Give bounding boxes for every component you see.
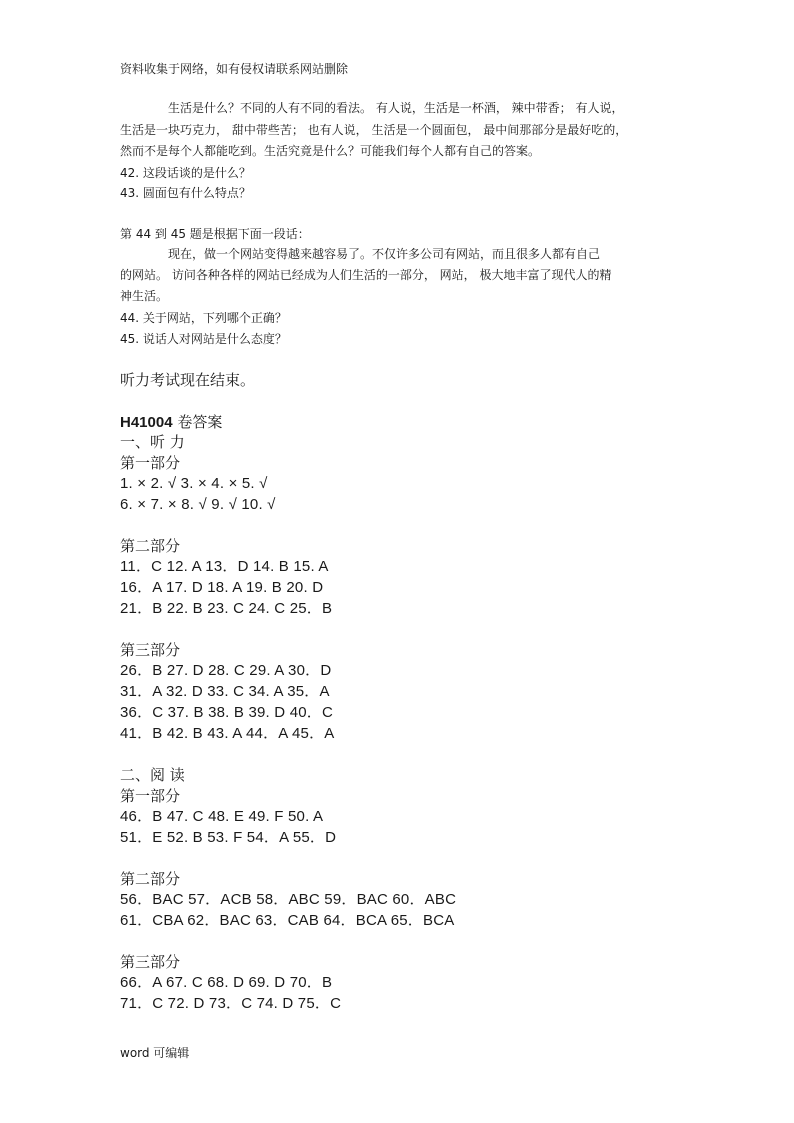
section-reading-title: 二、阅 读 (120, 766, 185, 784)
reading-part-2-title: 第二部分 (120, 870, 181, 888)
reading-part-2-line-2: 61．CBA 62．BAC 63．CAB 64．BCA 65．BCA (120, 912, 455, 929)
page-header: 资料收集于网络，如有侵权请联系网站删除 (120, 62, 349, 76)
listening-part-3-line-1: 26．B 27. D 28. C 29. A 30．D (120, 662, 332, 679)
question-45: 45. 说话人对网站是什么态度？ (120, 332, 287, 346)
reading-part-2-line-1: 56．BAC 57．ACB 58．ABC 59．BAC 60．ABC (120, 891, 457, 908)
question-44: 44. 关于网站，下列哪个正确？ (120, 311, 287, 325)
listening-end-text: 听力考试现在结束。 (120, 371, 256, 389)
listening-part-2-line-1: 11．C 12. A 13．D 14. B 15. A (120, 558, 329, 575)
listening-part-1-line-1: 1. × 2. √ 3. × 4. × 5. √ (120, 475, 268, 492)
reading-part-1-line-2: 51．E 52. B 53. F 54．A 55．D (120, 829, 337, 846)
listening-part-1-title: 第一部分 (120, 454, 181, 472)
passage-2-line-1: 现在，做一个网站变得越来越容易了。不仅许多公司有网站，而且很多人都有自己 (168, 247, 601, 261)
passage-2-line-3: 神生活。 (120, 289, 169, 303)
listening-part-2-line-2: 16．A 17. D 18. A 19. B 20. D (120, 579, 324, 596)
passage-2-line-2: 的网站。 访问各种各样的网站已经成为人们生活的一部分， 网站， 极大地丰富了现代人的精 (120, 268, 612, 282)
question-42: 42. 这段话谈的是什么？ (120, 166, 251, 180)
reading-part-1-line-1: 46．B 47. C 48. E 49. F 50. A (120, 808, 324, 825)
question-43: 43. 圆面包有什么特点？ (120, 186, 251, 200)
reading-part-1-title: 第一部分 (120, 787, 181, 805)
answers-title-code: H41004 (120, 414, 173, 431)
reading-part-3-line-1: 66．A 67. C 68. D 69. D 70．B (120, 974, 333, 991)
answers-title-rest: 卷答案 (172, 413, 223, 431)
listening-part-2-line-3: 21．B 22. B 23. C 24. C 25．B (120, 600, 333, 617)
passage-2-intro: 第 44 到 45 题是根据下面一段话： (120, 227, 310, 241)
listening-part-3-title: 第三部分 (120, 641, 181, 659)
listening-part-3-line-3: 36．C 37. B 38. B 39. D 40．C (120, 704, 334, 721)
reading-part-3-title: 第三部分 (120, 953, 181, 971)
passage-1-line-1: 生活是什么？不同的人有不同的看法。 有人说，生活是一杯酒， 辣中带香； 有人说， (168, 101, 624, 115)
listening-part-1-line-2: 6. × 7. × 8. √ 9. √ 10. √ (120, 496, 276, 513)
page-footer: word 可编辑 (120, 1046, 190, 1060)
reading-part-3-line-2: 71．C 72. D 73．C 74. D 75．C (120, 995, 342, 1012)
listening-part-2-title: 第二部分 (120, 537, 181, 555)
listening-part-3-line-4: 41．B 42. B 43. A 44．A 45．A (120, 725, 335, 742)
passage-1-line-3: 然而不是每个人都能吃到。生活究竟是什么？可能我们每个人都有自己的答案。 (120, 144, 541, 158)
listening-part-3-line-2: 31．A 32. D 33. C 34. A 35．A (120, 683, 330, 700)
section-listening-title: 一、听 力 (120, 433, 185, 451)
passage-1-line-2: 生活是一块巧克力， 甜中带些苦； 也有人说， 生活是一个圆面包， 最中间那部分是最好吃的， (120, 123, 628, 137)
answers-title (120, 412, 222, 433)
